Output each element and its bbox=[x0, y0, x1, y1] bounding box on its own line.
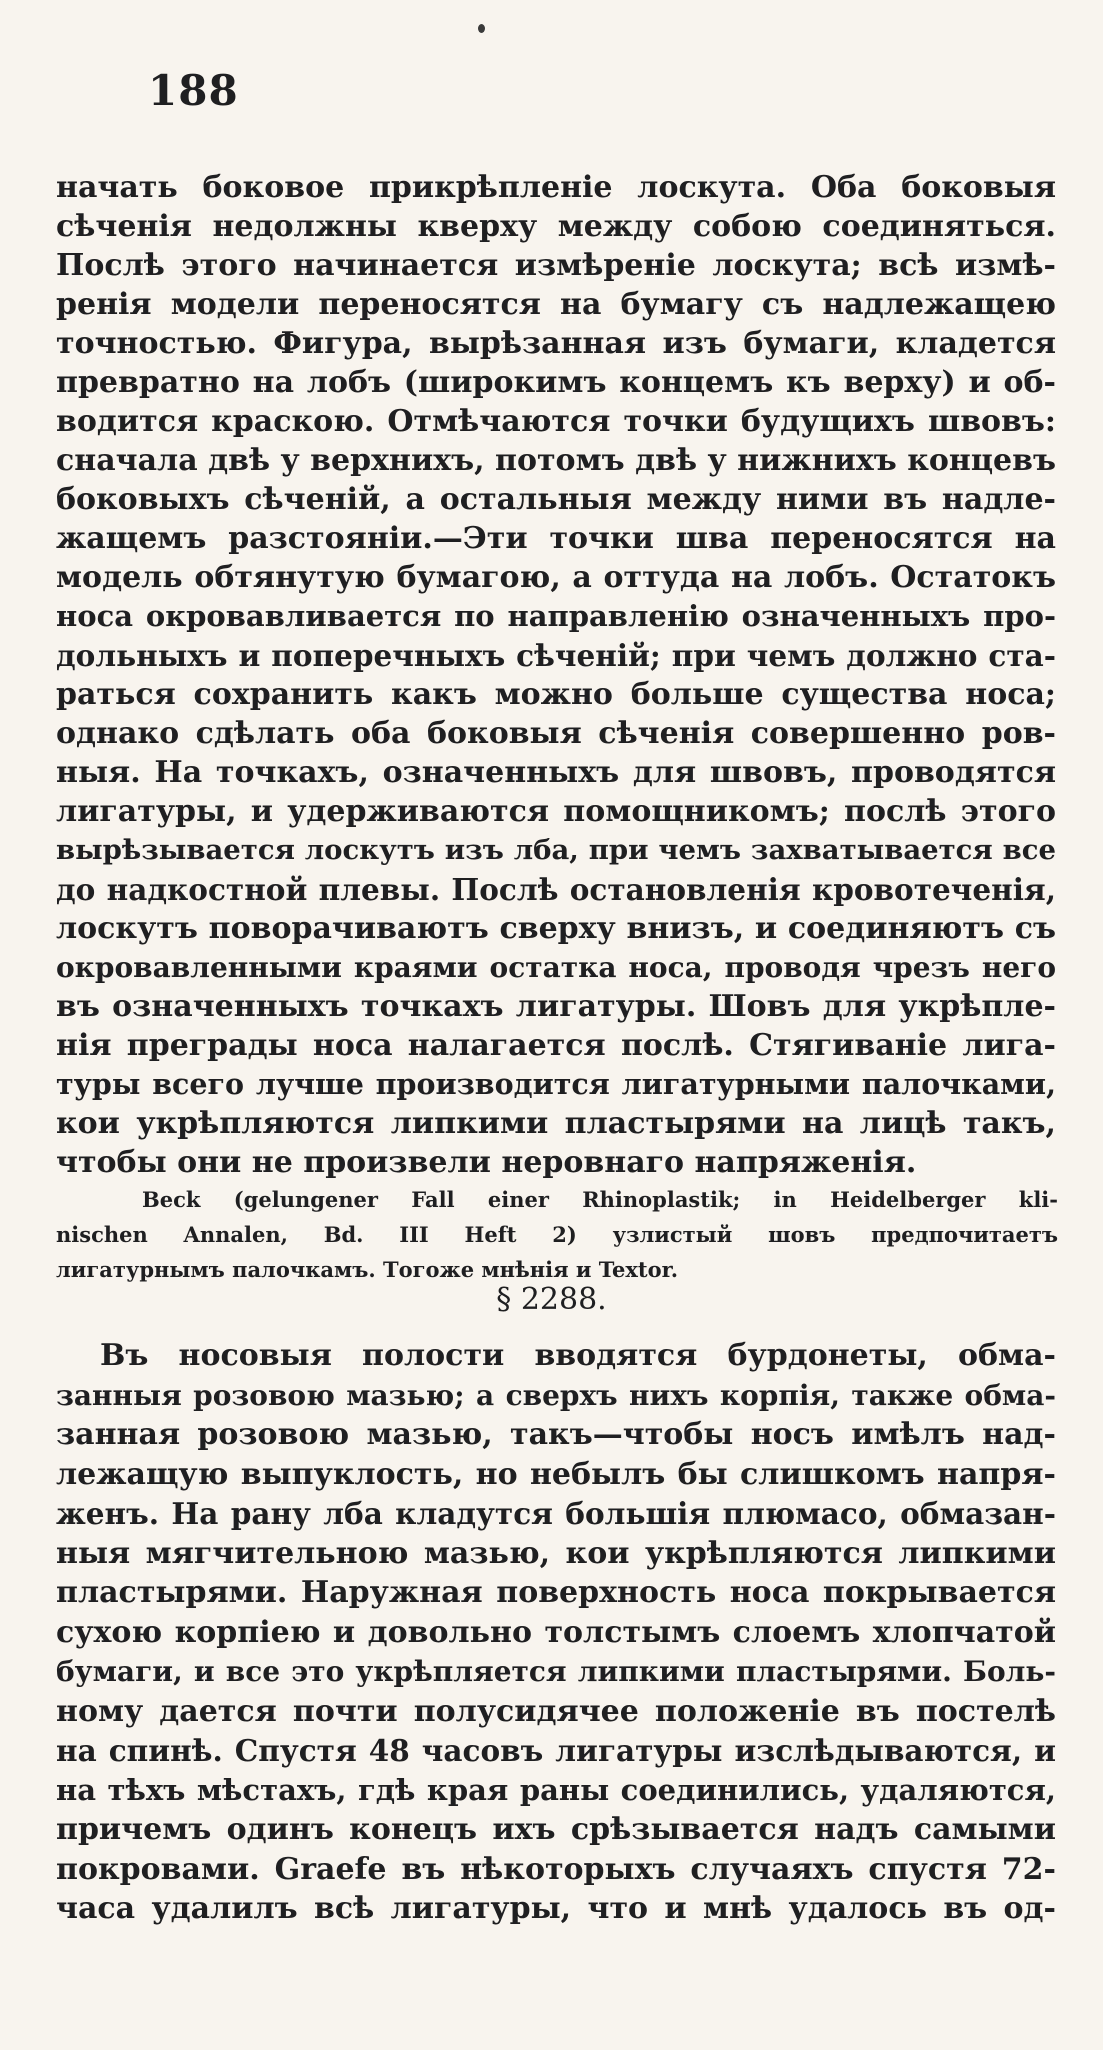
text-line: на тѣхъ мѣстахъ, гдѣ края раны соединились, удаляются, bbox=[56, 1772, 1056, 1807]
text-line: кои укрѣпляются липкими пластырями на лицѣ такъ, bbox=[56, 1106, 1056, 1141]
text-line: Въ носовыя полости вводятся бурдонеты, обма- bbox=[100, 1338, 1056, 1373]
text-line: чтобы они не произвели неровнаго напряженія. bbox=[56, 1145, 917, 1180]
text-line: бумаги, и все это укрѣпляется липкими пластырями. Боль- bbox=[56, 1655, 1056, 1688]
text-line: носа окровавливается по направленію означенныхъ про- bbox=[56, 599, 1056, 633]
text-line: на спинѣ. Спустя 48 часовъ лигатуры изслѣдываются, и bbox=[56, 1733, 1056, 1768]
text-line: лежащую выпуклость, но небылъ бы слишкомъ напря- bbox=[56, 1456, 1056, 1492]
text-line: сухою корпіею и довольно толстымъ слоемъ хлопчатой bbox=[56, 1614, 1056, 1650]
text-line: ному дается почти полусидячее положеніе въ постелѣ bbox=[56, 1693, 1056, 1729]
text-line: женъ. На рану лба кладутся большія плюмасо, обмазан- bbox=[56, 1496, 1056, 1531]
text-line: дольныхъ и поперечныхъ сѣченій; при чемъ должно ста- bbox=[56, 638, 1056, 673]
page-number: 188 bbox=[148, 66, 239, 115]
text-line: занная розовою мазью, такъ—чтобы носъ имѣлъ над- bbox=[56, 1417, 1056, 1452]
text-line: ныя. На точкахъ, означенныхъ для швовъ, проводятся bbox=[56, 755, 1056, 790]
text-line: туры всего лучше производится лигатурными палочками, bbox=[56, 1067, 1056, 1101]
text-line: превратно на лобъ (широкимъ концемъ къ верху) и об- bbox=[56, 365, 1056, 400]
text-line: лигатуры, и удерживаются помощникомъ; послѣ этого bbox=[56, 794, 1056, 829]
text-line: вырѣзывается лоскутъ изъ лба, при чемъ захватывается все bbox=[56, 834, 1056, 866]
text-line: лоскутъ поворачиваютъ сверху внизъ, и соединяютъ съ bbox=[56, 911, 1056, 946]
text-line: покровами. Graefe въ нѣкоторыхъ случаяхъ спустя 72- bbox=[56, 1851, 1056, 1887]
text-line: точностью. Фигура, вырѣзанная изъ бумаги, кладется bbox=[56, 326, 1056, 361]
text-line: до надкостной плевы. Послѣ остановленія кровотеченія, bbox=[56, 872, 1056, 907]
text-line: занныя розовою мазью; а сверхъ нихъ корпія, также обма- bbox=[56, 1378, 1056, 1412]
footnote-line: Beck (gelungener Fall einer Rhinoplastik; in Heidelberger kli- bbox=[142, 1187, 1058, 1212]
section-heading: § 2288. bbox=[496, 1282, 607, 1317]
text-line: ныя мягчительною мазью, кои укрѣпляются липкими bbox=[56, 1535, 1056, 1571]
ink-speck bbox=[478, 24, 485, 33]
text-line: однако сдѣлать оба боковыя сѣченія совершенно ров- bbox=[56, 716, 1056, 751]
text-line: въ означенныхъ точкахъ лигатуры. Шовъ для укрѣпле- bbox=[56, 989, 1056, 1024]
text-line: боковыхъ сѣченій, а остальныя между ними въ надле- bbox=[56, 482, 1056, 517]
text-line: часа удалилъ всѣ лигатуры, что и мнѣ удалось въ од- bbox=[56, 1891, 1056, 1926]
text-line: Послѣ этого начинается измѣреніе лоскута; всѣ измѣ- bbox=[56, 248, 1056, 283]
text-line: окровавленными краями остатка носа, проводя чрезъ него bbox=[56, 951, 1056, 984]
text-line: нія преграды носа налагается послѣ. Стягиваніе лига- bbox=[56, 1028, 1056, 1063]
text-line: пластырями. Наружная поверхность носа покрывается bbox=[56, 1575, 1056, 1610]
text-line: водится краскою. Отмѣчаются точки будущихъ швовъ: bbox=[56, 404, 1056, 439]
text-line: жащемъ разстояніи.—Эти точки шва переносятся на bbox=[56, 521, 1056, 556]
text-line: раться сохранить какъ можно больше существа носа; bbox=[56, 677, 1056, 712]
text-line: причемъ одинъ конецъ ихъ срѣзывается надъ самыми bbox=[56, 1812, 1056, 1847]
text-line: ренія модели переносятся на бумагу съ надлежащею bbox=[56, 287, 1056, 322]
text-line: модель обтянутую бумагою, а оттуда на лобъ. Остатокъ bbox=[56, 560, 1056, 595]
footnote-line: nischen Annalen, Bd. III Heft 2) узлистый шовъ предпочитаетъ bbox=[56, 1222, 1058, 1247]
text-line: начать боковое прикрѣпленіе лоскута. Оба боковыя bbox=[56, 170, 1056, 205]
text-line: сѣченія недолжны кверху между собою соединяться. bbox=[56, 209, 1056, 244]
text-line: сначала двѣ у верхнихъ, потомъ двѣ у нижнихъ концевъ bbox=[56, 443, 1056, 478]
footnote bbox=[56, 1182, 1058, 1287]
body-paragraph bbox=[56, 168, 1056, 1182]
section-paragraph bbox=[56, 1336, 1056, 1929]
footnote-line: лигатурнымъ палочкамъ. Тогоже мнѣнія и Textor. bbox=[56, 1257, 679, 1282]
